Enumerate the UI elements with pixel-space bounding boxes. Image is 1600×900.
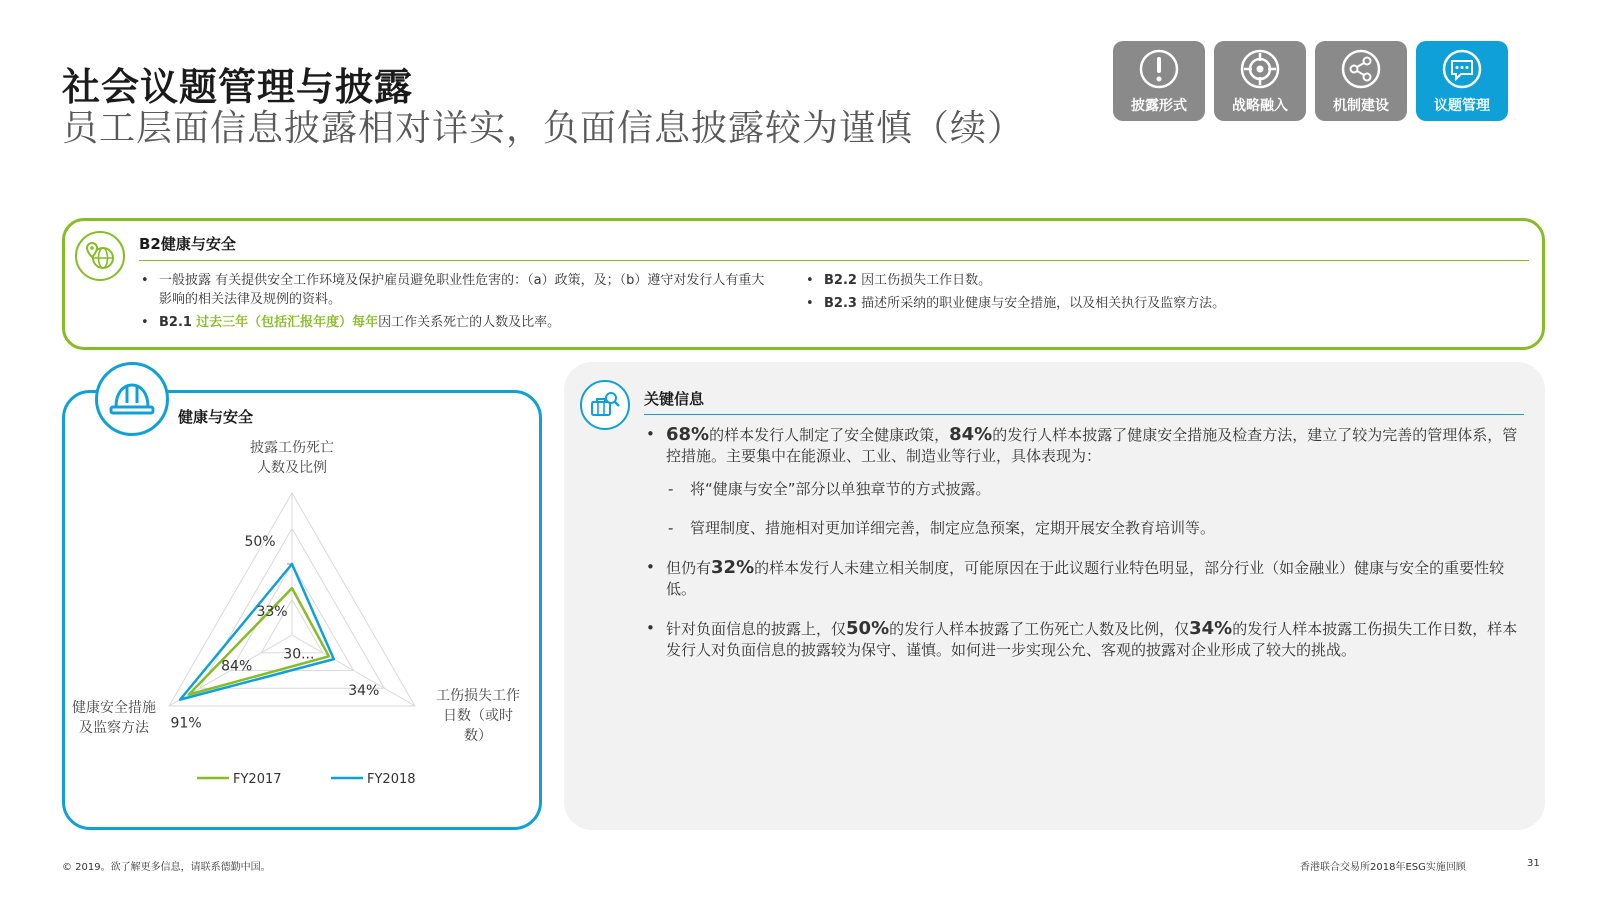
radar-data-label: 34% xyxy=(348,683,380,700)
b2-1-item xyxy=(137,313,777,332)
nav-button-label: 披露形式 xyxy=(1131,98,1187,114)
key-info-list xyxy=(642,424,1522,671)
stat-value: 68% xyxy=(666,424,710,445)
target-icon xyxy=(1239,48,1281,90)
key-subpoint-2: - 管理制度、措施相对更加详细完善，制定应急预案，定期开展安全教育培训等。 xyxy=(642,518,1522,539)
chat-icon xyxy=(1441,48,1483,90)
chart-title: 健康与安全 xyxy=(178,408,254,426)
point-text: 的样本发行人未建立相关制度，可能原因在于此议题行业特色明显，部分行业（如金融业）健康与安全的重要性较低。 xyxy=(666,559,1505,598)
b2-3-item xyxy=(802,294,1502,313)
radar-axis-label: 工伤损失工作 xyxy=(436,688,520,704)
nav-button-topic-management[interactable] xyxy=(1416,41,1508,121)
topic-nav xyxy=(1113,41,1508,121)
key-info-title: 关键信息 xyxy=(644,390,705,408)
legend-label-FY2017: FY2017 xyxy=(233,772,282,787)
radar-chart xyxy=(62,430,542,830)
page-subtitle: 员工层面信息披露相对详实，负面信息披露较为谨慎（续） xyxy=(62,108,1025,149)
b2-1-highlight: 过去三年（包括汇报年度）每年 xyxy=(196,315,379,330)
point-text: 的发行人样本披露了健康安全措施及检查方法，建立了较为完善的管理体系，管控措施。主要集中在能源业、工业、制造业等行业，具体表现为： xyxy=(666,426,1518,465)
stat-value: 32% xyxy=(711,557,755,578)
point-text: 针对负面信息的披露上，仅 xyxy=(666,620,847,638)
b2-title: B2健康与安全 xyxy=(139,235,236,253)
b2-1-text: 因工作关系死亡的人数及比率。 xyxy=(378,315,561,330)
point-text: 的样本发行人制定了安全健康政策， xyxy=(709,426,950,444)
key-info-panel xyxy=(564,362,1545,830)
radar-axis-label: 披露工伤死亡 xyxy=(250,440,334,456)
b2-general-disclosure xyxy=(137,271,777,309)
general-text: 有关提供安全工作环境及保护雇员避免职业性危害的：（a）政策，及；（b）遵守对发行人有重大影响的相关法律及规例的资料。 xyxy=(159,273,765,307)
point-text: 的发行人样本披露了工伤死亡人数及比例，仅 xyxy=(889,620,1190,638)
b2-2-text: 因工伤损失工作日数。 xyxy=(861,273,992,288)
nav-button-label: 机制建设 xyxy=(1333,98,1389,114)
radar-data-label: 84% xyxy=(221,658,253,675)
key-subpoint-1: - 将“健康与安全”部分以单独章节的方式披露。 xyxy=(642,479,1522,500)
b2-2-item xyxy=(802,271,1502,290)
radar-data-label: 30... xyxy=(283,646,315,663)
footer-copyright: © 2019。欲了解更多信息，请联系德勤中国。 xyxy=(62,862,271,873)
nav-button-label: 战略融入 xyxy=(1232,98,1288,114)
stat-value: 84% xyxy=(949,424,993,445)
general-lead: 一般披露 xyxy=(159,273,212,288)
key-point-1 xyxy=(642,424,1522,467)
key-info-divider xyxy=(644,414,1524,415)
stat-value: 34% xyxy=(1189,618,1233,639)
radar-axis-label: 日数（或时 xyxy=(443,708,513,724)
b2-requirements-box xyxy=(62,218,1545,350)
nav-button-strategy[interactable] xyxy=(1214,41,1306,121)
b2-2-code: B2.2 xyxy=(824,273,857,288)
key-point-3 xyxy=(642,618,1522,661)
b2-left-column xyxy=(137,271,777,336)
radar-axis-label: 数） xyxy=(464,728,492,744)
key-point-2 xyxy=(642,557,1522,600)
radar-data-label: 91% xyxy=(170,715,202,732)
footer-report-name: 香港联合交易所2018年ESG实施回顾 xyxy=(1300,862,1466,873)
legend-label-FY2018: FY2018 xyxy=(367,772,416,787)
b2-right-column xyxy=(802,271,1502,317)
exclamation-icon xyxy=(1138,48,1180,90)
radar-axis-label: 及监察方法 xyxy=(79,720,149,736)
stat-value: 50% xyxy=(846,618,890,639)
radar-data-label: 50% xyxy=(244,534,276,550)
radar-axis-label: 健康安全措施 xyxy=(72,700,156,716)
point-text: 的发行人样本披露工伤损失工作日数，样本发行人对负面信息的披露较为保守、谨慎。如何进一步实现公允、客观的披露对企业形成了较大的挑战。 xyxy=(666,620,1518,659)
page-number: 31 xyxy=(1527,858,1540,869)
b2-3-text: 描述所采纳的职业健康与安全措施，以及相关执行及监察方法。 xyxy=(861,296,1226,311)
nav-button-mechanism[interactable] xyxy=(1315,41,1407,121)
briefcase-search-icon xyxy=(580,380,630,430)
hard-hat-icon xyxy=(95,362,169,436)
nav-button-disclosure-form[interactable] xyxy=(1113,41,1205,121)
b2-divider xyxy=(139,260,1529,261)
globe-location-icon xyxy=(75,231,125,281)
b2-1-code: B2.1 xyxy=(159,315,192,330)
page-title: 社会议题管理与披露 xyxy=(62,65,414,109)
nav-button-label: 议题管理 xyxy=(1434,98,1490,114)
radar-data-label: 33% xyxy=(256,604,288,621)
radar-axis-label: 人数及比例 xyxy=(257,460,327,476)
point-text: 但仍有 xyxy=(666,559,712,577)
b2-3-code: B2.3 xyxy=(824,296,857,311)
share-icon xyxy=(1340,48,1382,90)
